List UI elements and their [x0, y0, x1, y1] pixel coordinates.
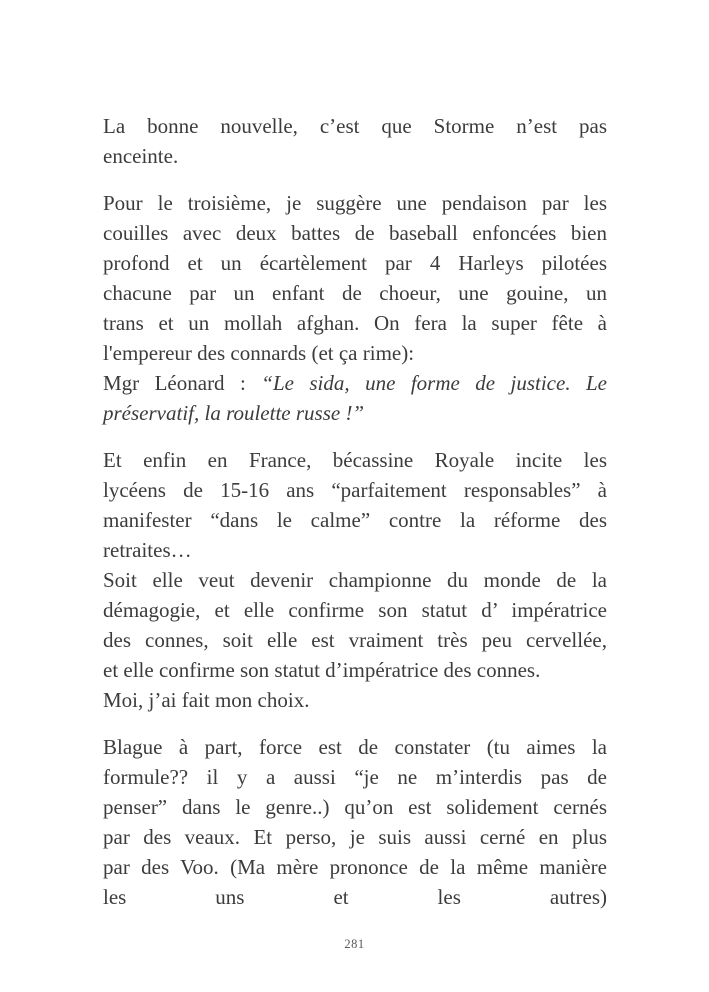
text-line: Blague à part, force est de constater (tu aimes la: [103, 735, 607, 759]
paragraph-1: [103, 111, 607, 171]
paragraph-4: [103, 732, 607, 912]
quote-text: préservatif, la roulette russe !”: [103, 401, 365, 425]
text-block: [103, 111, 607, 929]
speaker-label: Mgr Léonard :: [103, 371, 262, 395]
text-line: l'empereur des connards (et ça rime):: [103, 341, 415, 365]
paragraph-2: [103, 188, 607, 428]
text-line: Moi, j’ai fait mon choix.: [103, 688, 310, 712]
text-line: profond et un écartèlement par 4 Harleys pilotées: [103, 251, 607, 275]
text-line: trans et un mollah afghan. On fera la super fête à: [103, 311, 607, 335]
text-line: La bonne nouvelle, c’est que Storme n’est pas: [103, 114, 607, 138]
quote-text: “Le sida, une forme de justice. Le: [261, 371, 607, 395]
text-line: par des Voo. (Ma mère prononce de la même manière: [103, 855, 607, 879]
text-line: lycéens de 15-16 ans “parfaitement responsables” à: [103, 478, 607, 502]
text-line: retraites…: [103, 538, 192, 562]
text-line: et elle confirme son statut d’impératrice des connes.: [103, 658, 541, 682]
text-line: par des veaux. Et perso, je suis aussi cerné en plus: [103, 825, 607, 849]
text-line: des connes, soit elle est vraiment très peu cervellée,: [103, 628, 607, 652]
text-line: Et enfin en France, bécassine Royale incite les: [103, 448, 607, 472]
text-line: les uns et les autres): [103, 885, 607, 909]
text-line: penser” dans le genre..) qu’on est solidement cernés: [103, 795, 607, 819]
text-line: formule?? il y a aussi “je ne m’interdis pas de: [103, 765, 607, 789]
text-line: démagogie, et elle confirme son statut d’ impératrice: [103, 598, 607, 622]
text-line: Pour le troisième, je suggère une pendaison par les: [103, 191, 607, 215]
text-line: Soit elle veut devenir championne du monde de la: [103, 568, 607, 592]
page-number: 281: [344, 937, 365, 951]
text-line: manifester “dans le calme” contre la réforme des: [103, 508, 607, 532]
text-line: chacune par un enfant de choeur, une gouine, un: [103, 281, 607, 305]
text-line: couilles avec deux battes de baseball enfoncées bien: [103, 221, 607, 245]
text-line: [103, 368, 607, 398]
paragraph-3: [103, 445, 607, 715]
text-line: enceinte.: [103, 144, 179, 168]
